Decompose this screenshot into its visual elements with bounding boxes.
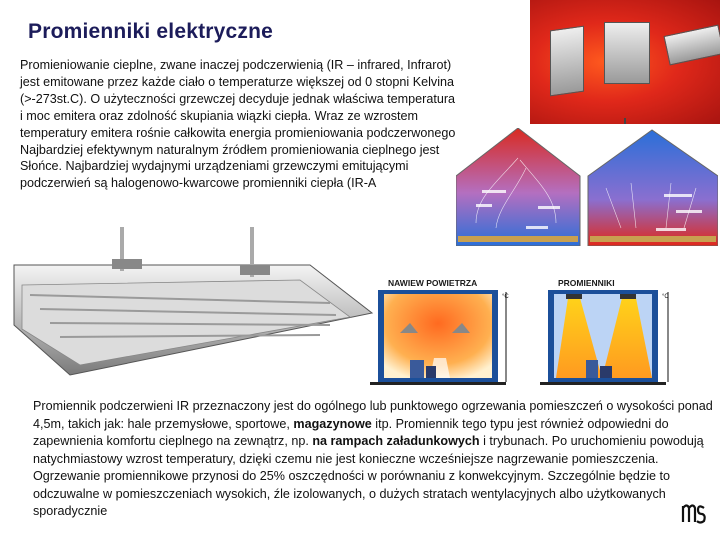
radiant-label: PROMIENNIKI [558,278,615,288]
radiant-scale [662,292,669,382]
body-text-3: i trybunach. Po uruchomieniu powodują natychmiastowy wzrost temperatury, dzięki czemu nie jest konieczne wcześniejsze nagrzewanie pomieszczenia. Ogrzewanie promiennikowe przynosi do 25% oszczędności w porównaniu z konwekcyjnym. Szczególnie będzie to odczuwalne w pomieszczeniach wysokich, źle izolowanych, o dużych stratach wentylacyjnych albo użytkowanych sporadycznie [33,434,704,518]
page-title: Promienniki elektryczne [28,20,274,43]
body-bold-2: na rampach załadunkowych [312,434,480,448]
heater-photo-top [530,0,720,124]
radiant-room [540,290,666,385]
house-heat-diagram [456,128,718,246]
body-text-1: Promiennik podczerwieni IR przeznaczony jest do ogólnego lub punktowego ogrzewania pomieszczeń o wysokości ponad 4,5m, takich jak: hale przemysłowe, sportowe, [33,399,713,431]
ms-logo-icon [680,494,706,524]
air-vs-radiant-diagram [370,270,720,395]
body-text-2: itp. Promiennik tego typu jest również odpowiedni do zapewnienia komfortu cieplnego na zewnątrz, np. [33,416,669,448]
body-paragraph [33,398,713,521]
body-bold-1: magazynowe [293,416,372,431]
heater-photo-main [0,225,375,390]
intro-paragraph: Promieniowanie cieplne, zwane inaczej podczerwienią (IR – infrared, Infrarot) jest emitowane przez każde ciało o temperaturze większej od 0 stopni Kelvina (>-273st.C). O użyteczności grzewczej decyduje jednak właściwa temperatura i moc emitera oraz zdolność skupiania wiązki ciepła. Wraz ze wzrostem temperatury emitera rośnie całkowita energia promieniowania podczerwonego Najbardziej efektywnym naturalnym źródłem promieniowania cieplnego jest Słońce. Najbardziej wydajnymi urządzeniami grzewczymi emitującymi podczerwień są halogenowo-kwarcowe promienniki ciepła (IR-A [20,58,456,191]
air-label: NAWIEW POWIETRZA [388,278,478,288]
air-scale [502,292,509,382]
air-room [370,290,506,385]
radiant-unit-label: °C [662,294,669,300]
air-unit-label: °C [502,294,509,300]
